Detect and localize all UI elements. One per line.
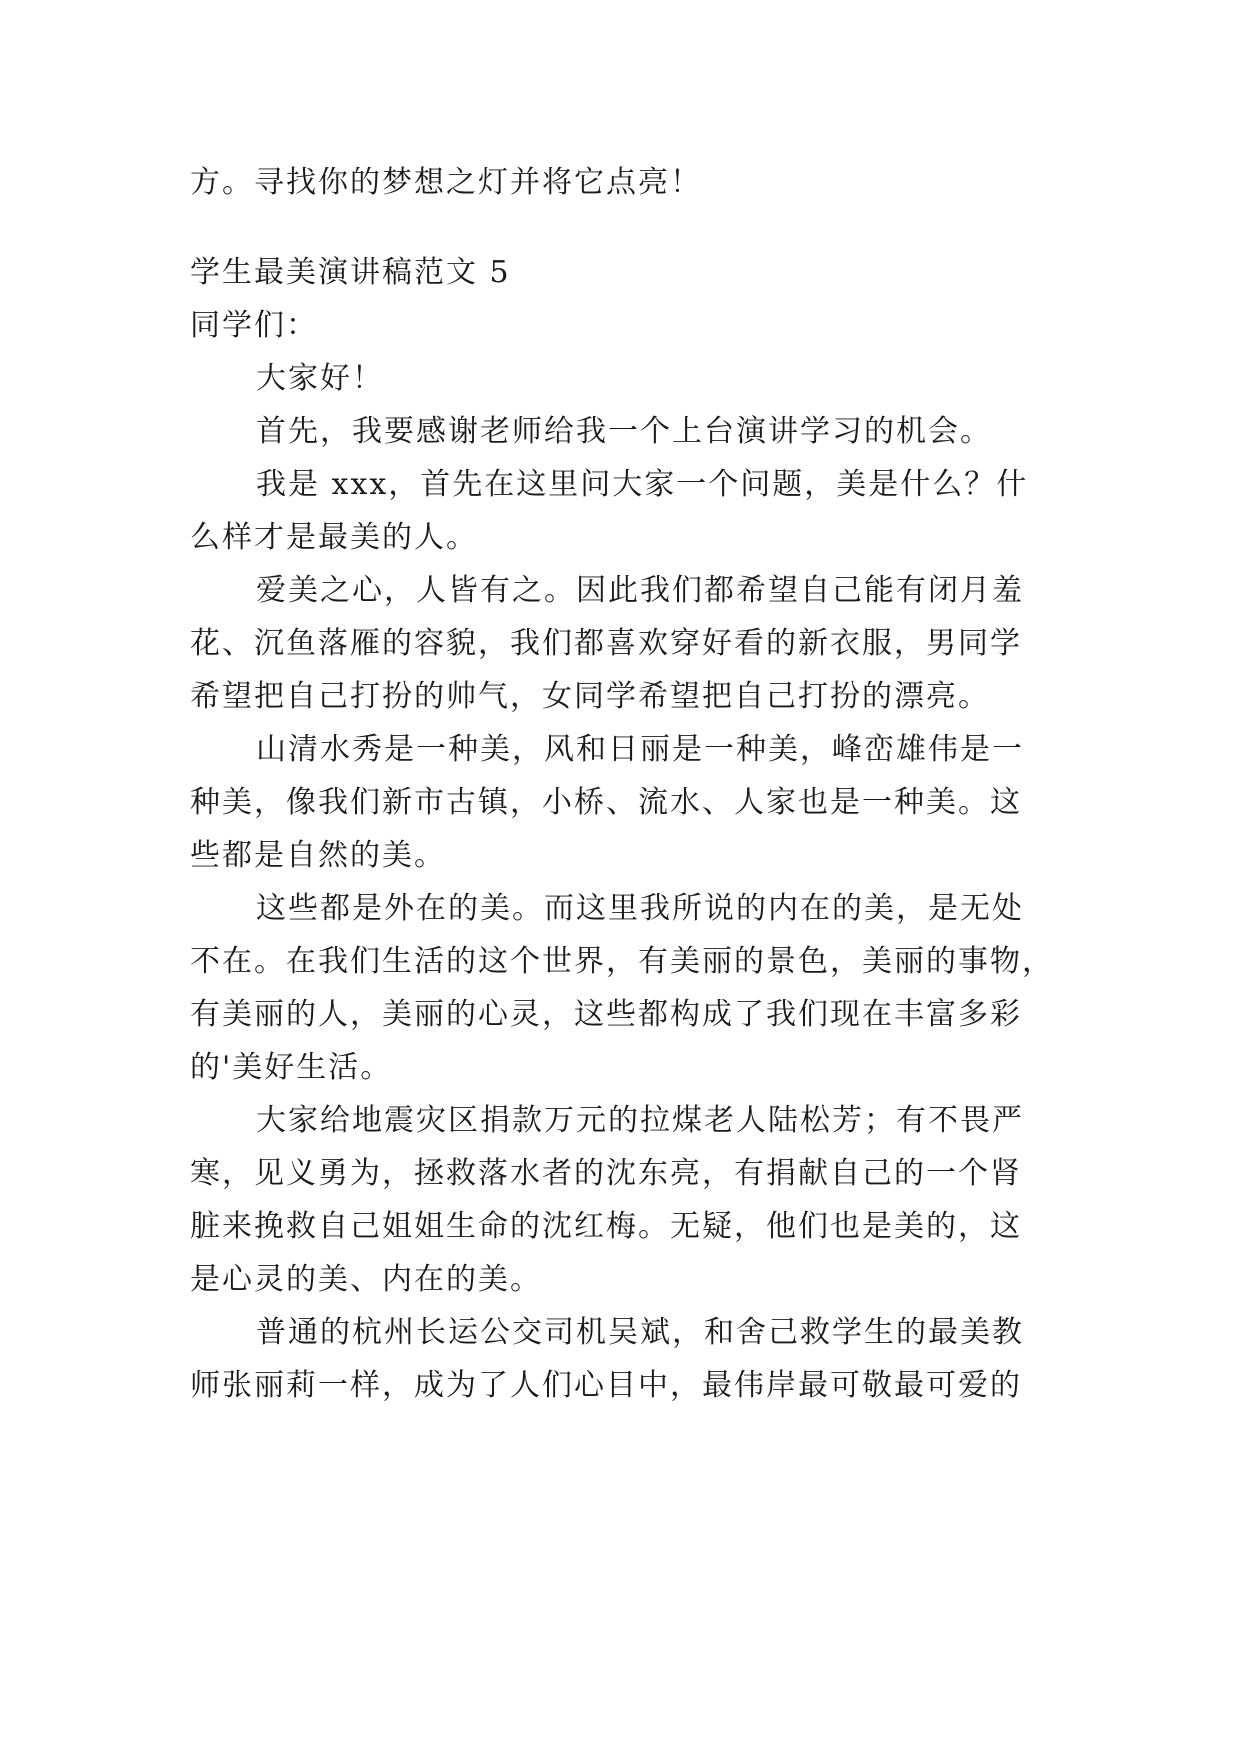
- paragraph-line: 我是 xxx，首先在这里问大家一个问题，美是什么？什: [256, 467, 1029, 502]
- section-title: 学生最美演讲稿范文 5: [190, 255, 511, 290]
- paragraph-line: 是心灵的美、内在的美。: [190, 1262, 542, 1297]
- paragraph-line: 希望把自己打扮的帅气，女同学希望把自己打扮的漂亮。: [190, 679, 990, 714]
- paragraph-line: 有美丽的人，美丽的心灵，这些都构成了我们现在丰富多彩: [190, 997, 1022, 1032]
- paragraph-line: 这些都是外在的美。而这里我所说的内在的美，是无处: [256, 891, 1024, 926]
- paragraph-line: 大家好！: [256, 361, 384, 396]
- paragraph-line: 么样才是最美的人。: [190, 520, 478, 555]
- paragraph-line: 些都是自然的美。: [190, 838, 446, 873]
- paragraph-line: 首先，我要感谢老师给我一个上台演讲学习的机会。: [256, 414, 992, 449]
- paragraph-line: 山清水秀是一种美，风和日丽是一种美，峰峦雄伟是一: [256, 732, 1024, 767]
- text-line: 方。寻找你的梦想之灯并将它点亮！: [190, 165, 702, 200]
- paragraph-line: 大家给地震灾区捐款万元的拉煤老人陆松芳；有不畏严: [256, 1103, 1024, 1138]
- paragraph-line: 师张丽莉一样，成为了人们心目中，最伟岸最可敬最可爱的: [190, 1368, 1022, 1403]
- paragraph-line: 普通的杭州长运公交司机吴斌，和舍己救学生的最美教: [256, 1315, 1024, 1350]
- paragraph-line: 爱美之心，人皆有之。因此我们都希望自己能有闭月羞: [256, 573, 1024, 608]
- paragraph-line: 寒，见义勇为，拯救落水者的沈东亮，有捐献自己的一个肾: [190, 1156, 1022, 1191]
- paragraph-line: 脏来挽救自己姐姐生命的沈红梅。无疑，他们也是美的，这: [190, 1209, 1022, 1244]
- paragraph-line: 的'美好生活。: [190, 1050, 393, 1085]
- paragraph-line: 花、沉鱼落雁的容貌，我们都喜欢穿好看的新衣服，男同学: [190, 626, 1022, 661]
- paragraph-line: 种美，像我们新市古镇，小桥、流水、人家也是一种美。这: [190, 785, 1022, 820]
- salutation: 同学们：: [190, 308, 318, 343]
- paragraph-line: 不在。在我们生活的这个世界，有美丽的景色，美丽的事物，: [190, 944, 1054, 979]
